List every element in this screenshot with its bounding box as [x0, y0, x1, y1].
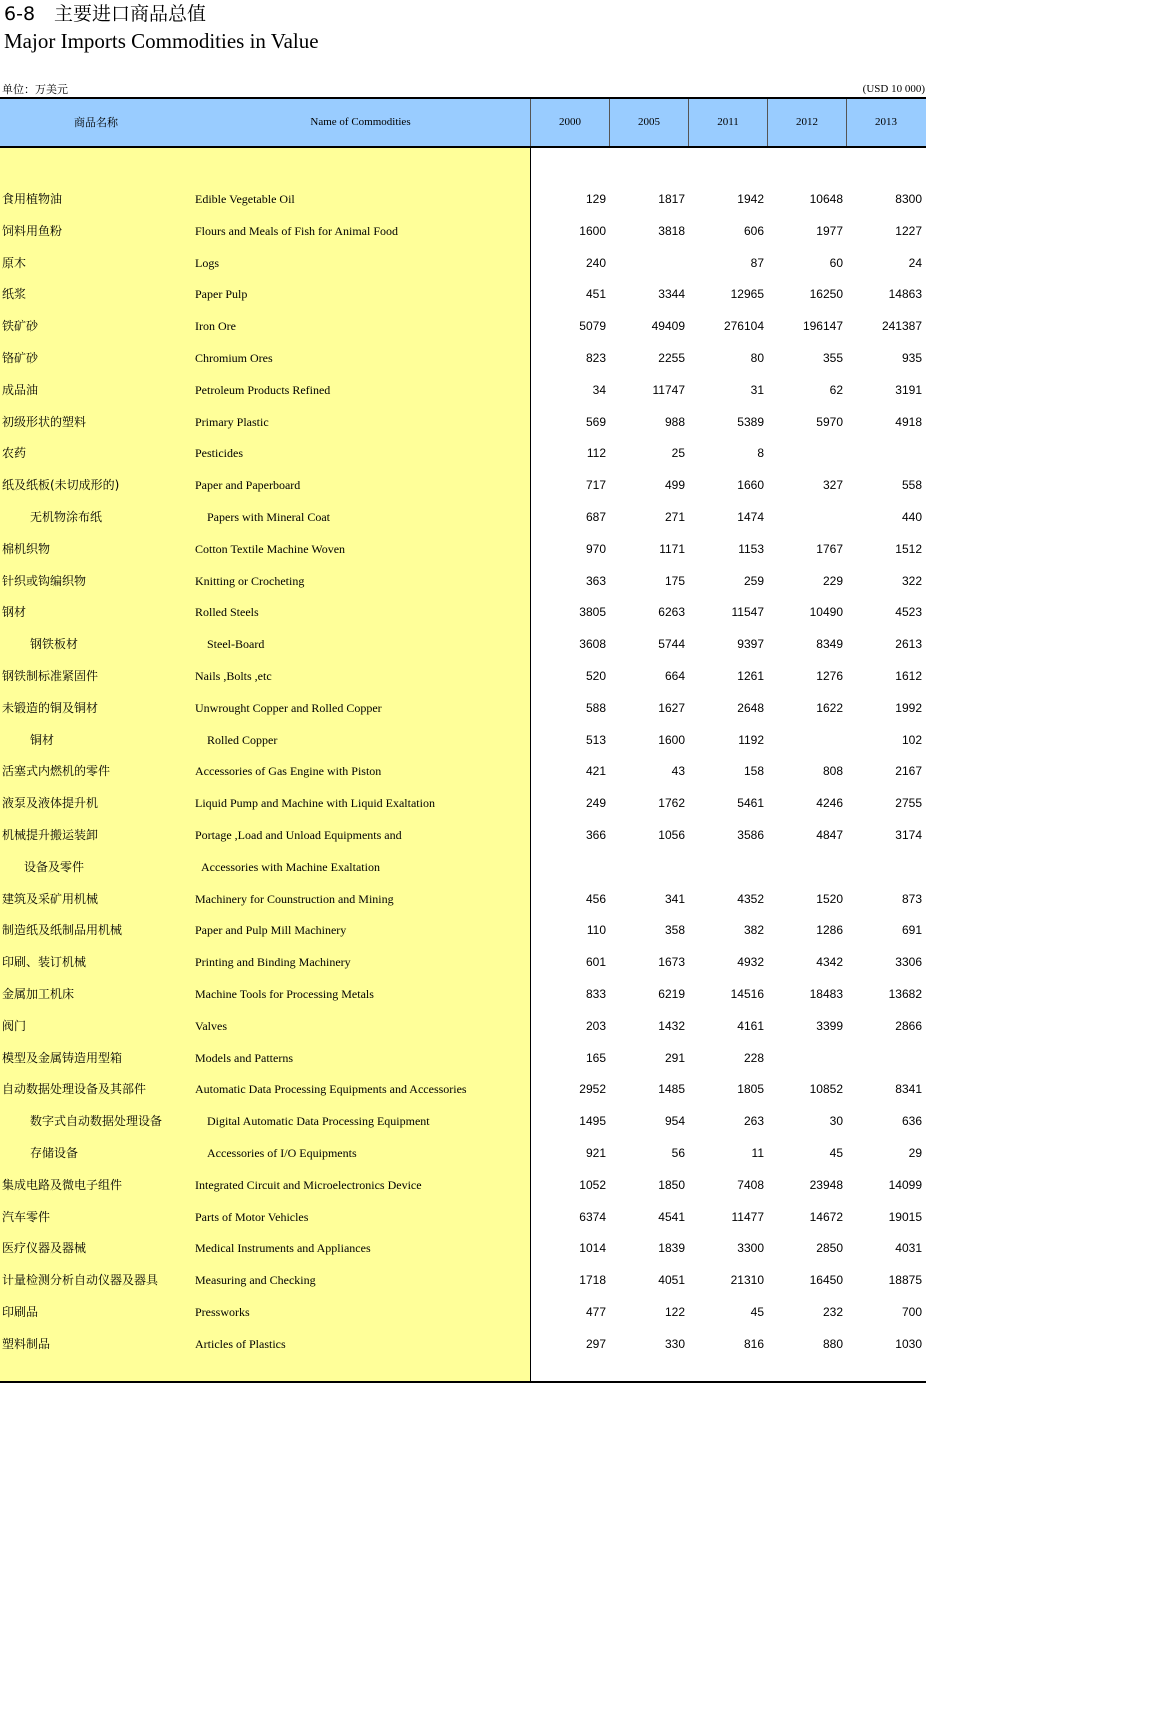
commodity-name-cn: 存储设备: [30, 1146, 79, 1160]
value-2000: 569: [585, 414, 606, 429]
table-row: [0, 914, 926, 946]
value-2012: 1767: [816, 541, 843, 556]
value-2013: 1030: [895, 1336, 922, 1351]
commodity-name-cn: 金属加工机床: [2, 987, 75, 1001]
commodity-name-cn: 棉机织物: [2, 541, 51, 556]
unit-label-cn: 单位：万美元: [2, 83, 68, 96]
header-name-en: Name of Commodities: [310, 116, 411, 128]
value-2005: 2255: [658, 351, 685, 365]
value-2013: 3174: [895, 828, 922, 842]
commodity-name-cn: 未锻造的铜及铜材: [2, 700, 99, 715]
value-2000: 6374: [579, 1209, 606, 1224]
commodity-name-en: Portage ,Load and Unload Equipments and: [195, 828, 402, 842]
value-2013: 14863: [888, 287, 922, 302]
table-row: [0, 1328, 926, 1360]
commodity-name-en: Models and Patterns: [195, 1050, 293, 1065]
commodity-name-en: Pressworks: [195, 1305, 250, 1319]
value-2012: 14672: [809, 1209, 843, 1224]
value-2000: 5079: [579, 319, 606, 334]
value-2013: 29: [908, 1146, 922, 1160]
value-2011: 1660: [737, 478, 764, 493]
value-2013: 322: [901, 573, 922, 588]
value-2005: 1673: [658, 955, 685, 970]
table-row: [0, 1042, 926, 1074]
value-2000: 3805: [579, 605, 606, 620]
commodity-name-en: Machine Tools for Processing Metals: [195, 987, 374, 1001]
commodity-name-en: Printing and Binding Machinery: [195, 955, 351, 970]
table-row: [0, 978, 926, 1010]
value-2011: 4352: [737, 891, 764, 906]
commodity-name-en: Automatic Data Processing Equipments and Accessories: [195, 1082, 467, 1097]
table-row: [0, 1201, 926, 1233]
value-2012: 10852: [809, 1082, 843, 1097]
value-2012: 1520: [816, 891, 843, 906]
table-row: [0, 406, 926, 438]
table-row: [0, 437, 926, 469]
table-row: [0, 851, 926, 883]
value-2011: 1153: [738, 541, 764, 556]
table-row: [0, 628, 926, 660]
value-2011: 14516: [730, 987, 764, 1001]
value-2011: 5461: [737, 796, 764, 811]
value-2011: 7408: [737, 1177, 764, 1192]
value-2012: 355: [822, 351, 843, 365]
value-2012: 1286: [816, 923, 843, 938]
commodity-name-cn: 纸浆: [2, 287, 27, 302]
value-2000: 513: [585, 732, 606, 747]
commodity-name-en: Cotton Textile Machine Woven: [195, 541, 346, 556]
table-row: [0, 724, 926, 756]
value-2005: 1850: [658, 1177, 685, 1192]
value-2000: 363: [585, 573, 606, 588]
value-2012: 229: [822, 573, 843, 588]
value-2000: 2952: [579, 1082, 606, 1097]
commodity-name-en: Machinery for Counstruction and Mining: [195, 891, 394, 906]
commodity-name-cn: 液泵及液体提升机: [2, 796, 99, 811]
table-row: [0, 374, 926, 406]
value-2011: 3300: [737, 1241, 764, 1256]
value-2013: 4918: [895, 414, 922, 429]
value-2012: 4847: [816, 828, 843, 842]
value-2005: 4051: [658, 1273, 685, 1288]
commodity-name-cn: 阀门: [2, 1018, 27, 1033]
value-2000: 520: [585, 669, 606, 683]
commodity-name-en: Paper Pulp: [195, 287, 248, 302]
table-row: [0, 565, 926, 597]
value-2000: 112: [586, 446, 606, 461]
value-2005: 664: [664, 669, 685, 683]
unit-label-en: (USD 10 000): [862, 83, 925, 95]
value-2005: 330: [664, 1336, 685, 1351]
value-2005: 25: [671, 446, 685, 461]
table-row: [0, 533, 926, 565]
commodity-name-en: Accessories with Machine Exaltation: [201, 859, 380, 874]
value-2012: 1622: [816, 700, 843, 715]
header-year-2013: 2013: [875, 116, 897, 128]
commodity-name-en: Integrated Circuit and Microelectronics Device: [195, 1177, 422, 1192]
value-2013: 700: [901, 1305, 922, 1319]
value-2011: 816: [743, 1336, 764, 1351]
value-2000: 34: [592, 382, 606, 397]
value-2005: 5744: [658, 637, 685, 652]
table-row: [0, 183, 926, 215]
table-row: [0, 1264, 926, 1296]
value-2012: 5970: [816, 414, 843, 429]
commodity-name-cn: 制造纸及纸制品用机械: [2, 923, 123, 938]
value-2005: 1627: [658, 700, 685, 715]
value-2013: 691: [901, 923, 922, 938]
value-2011: 31: [750, 382, 764, 397]
commodity-name-en: Accessories of Gas Engine with Piston: [195, 764, 382, 779]
commodity-name-cn: 模型及金属铸造用型箱: [2, 1050, 123, 1065]
value-2005: 1056: [658, 828, 685, 842]
commodity-name-cn: 食用植物油: [2, 192, 63, 206]
value-2011: 3586: [737, 828, 764, 842]
value-2013: 636: [901, 1114, 922, 1129]
value-2011: 382: [743, 923, 764, 938]
value-2011: 80: [750, 351, 764, 365]
commodity-name-en: Knitting or Crocheting: [195, 573, 305, 588]
page-title-en: Major Imports Commodities in Value: [4, 29, 319, 53]
value-2012: 232: [822, 1305, 843, 1319]
commodity-name-cn: 成品油: [2, 382, 39, 397]
table-row: [0, 247, 926, 279]
value-2005: 11747: [652, 382, 685, 397]
value-2005: 1817: [658, 192, 685, 206]
value-2005: 49409: [651, 319, 685, 334]
table-row: [0, 755, 926, 787]
commodity-name-cn: 建筑及采矿用机械: [2, 891, 99, 906]
value-2000: 1014: [579, 1241, 606, 1256]
table-row: [0, 1232, 926, 1264]
value-2000: 970: [585, 541, 606, 556]
commodities-table: [0, 97, 926, 1383]
value-2013: 24: [908, 255, 922, 270]
value-2012: 327: [822, 478, 843, 493]
value-2005: 1485: [658, 1082, 685, 1097]
value-2012: 2850: [816, 1241, 843, 1256]
commodity-name-cn: 数字式自动数据处理设备: [30, 1114, 163, 1129]
value-2005: 1600: [658, 732, 685, 747]
commodity-name-en: Petroleum Products Refined: [195, 382, 331, 397]
value-2012: 16450: [809, 1273, 843, 1288]
commodity-name-en: Chromium Ores: [195, 351, 273, 365]
commodity-name-cn: 印刷、装订机械: [2, 955, 87, 970]
value-2012: 1977: [816, 223, 843, 238]
value-2013: 8300: [895, 192, 922, 206]
value-2013: 102: [901, 732, 922, 747]
value-2000: 421: [585, 764, 606, 779]
value-2013: 4523: [895, 605, 922, 620]
value-2011: 4161: [737, 1018, 764, 1033]
value-2005: 954: [664, 1114, 685, 1129]
table-header: [0, 97, 926, 148]
value-2012: 10490: [809, 605, 843, 620]
commodity-name-en: Unwrought Copper and Rolled Copper: [195, 700, 382, 715]
value-2005: 1171: [659, 541, 685, 556]
commodity-name-cn: 自动数据处理设备及其部件: [2, 1082, 147, 1097]
commodity-name-cn: 计量检测分析自动仪器及器具: [2, 1273, 159, 1288]
value-2012: 196147: [802, 319, 843, 334]
commodity-name-cn: 饲料用鱼粉: [2, 223, 63, 238]
header-year-2000: 2000: [559, 116, 581, 128]
value-2012: 4246: [816, 796, 843, 811]
value-2012: 18483: [809, 987, 843, 1001]
value-2005: 1762: [658, 796, 685, 811]
value-2000: 366: [585, 828, 606, 842]
value-2005: 341: [664, 891, 685, 906]
value-2011: 158: [743, 764, 764, 779]
table-row: [0, 1137, 926, 1169]
value-2012: 45: [829, 1146, 843, 1160]
table-row: [0, 946, 926, 978]
table-row: [0, 596, 926, 628]
value-2000: 477: [585, 1305, 606, 1319]
value-2012: 23948: [809, 1177, 843, 1192]
value-2000: 1495: [579, 1114, 606, 1129]
value-2011: 9397: [737, 637, 764, 652]
value-2011: 11: [751, 1146, 764, 1160]
value-2000: 110: [586, 923, 606, 938]
value-2011: 259: [743, 573, 764, 588]
value-2000: 588: [585, 700, 606, 715]
commodity-name-en: Edible Vegetable Oil: [195, 192, 295, 206]
value-2000: 165: [585, 1050, 606, 1065]
value-2005: 499: [664, 478, 685, 493]
value-2005: 122: [664, 1305, 685, 1319]
commodity-name-cn: 针织或钩编织物: [2, 573, 87, 588]
value-2013: 3191: [895, 382, 922, 397]
table-row: [0, 278, 926, 310]
value-2000: 717: [585, 478, 606, 493]
commodity-name-en: Rolled Copper: [207, 732, 278, 747]
commodity-name-cn: 集成电路及微电子组件: [2, 1177, 123, 1192]
value-2000: 601: [585, 955, 606, 970]
commodity-name-cn: 医疗仪器及器械: [2, 1241, 87, 1256]
commodity-name-en: Rolled Steels: [195, 605, 259, 620]
value-2005: 3344: [658, 287, 685, 302]
value-2000: 833: [585, 987, 606, 1001]
value-2011: 1192: [738, 732, 764, 747]
value-2013: 3306: [895, 955, 922, 970]
commodity-name-en: Primary Plastic: [195, 414, 269, 429]
value-2013: 2167: [895, 764, 922, 779]
value-2000: 456: [585, 891, 606, 906]
value-2012: 62: [829, 382, 843, 397]
value-2012: 880: [822, 1336, 843, 1351]
value-2000: 203: [585, 1018, 606, 1033]
value-2000: 451: [585, 287, 606, 302]
value-2013: 2755: [895, 796, 922, 811]
value-2000: 1600: [579, 223, 606, 238]
value-2011: 11477: [731, 1209, 764, 1224]
value-2013: 19015: [888, 1209, 922, 1224]
value-2000: 240: [585, 255, 606, 270]
value-2005: 3818: [658, 223, 685, 238]
commodity-name-cn: 原木: [2, 255, 27, 270]
value-2000: 1718: [579, 1273, 606, 1288]
value-2012: 8349: [816, 637, 843, 652]
value-2000: 1052: [579, 1177, 606, 1192]
commodity-name-cn: 机械提升搬运装卸: [2, 828, 99, 842]
table-row: [0, 1010, 926, 1042]
table-row: [0, 692, 926, 724]
commodity-name-cn: 塑料制品: [2, 1336, 51, 1351]
header-year-2012: 2012: [796, 116, 818, 128]
value-2011: 5389: [737, 414, 764, 429]
commodity-name-en: Parts of Motor Vehicles: [195, 1209, 309, 1224]
value-2011: 1474: [737, 510, 764, 524]
value-2011: 11547: [731, 605, 764, 620]
value-2000: 687: [585, 510, 606, 524]
commodity-name-cn: 铜材: [30, 732, 55, 747]
value-2011: 87: [750, 255, 764, 270]
value-2011: 2648: [737, 700, 764, 715]
table-bottom-rule: [0, 1381, 926, 1383]
commodity-name-cn: 钢铁制标准紧固件: [2, 669, 99, 683]
value-2013: 1612: [895, 669, 922, 683]
commodity-name-cn: 铁矿砂: [2, 319, 39, 334]
value-2005: 56: [671, 1146, 685, 1160]
value-2013: 4031: [895, 1241, 922, 1256]
value-2012: 1276: [816, 669, 843, 683]
commodity-name-en: Logs: [195, 255, 219, 270]
value-2000: 3608: [579, 637, 606, 652]
table-row: [0, 1169, 926, 1201]
commodity-name-en: Accessories of I/O Equipments: [207, 1146, 357, 1160]
table-row: [0, 501, 926, 533]
commodity-name-cn: 汽车零件: [2, 1209, 51, 1224]
value-2012: 16250: [809, 287, 843, 302]
commodity-name-en: Measuring and Checking: [195, 1273, 316, 1288]
commodity-name-en: Nails ,Bolts ,etc: [195, 669, 272, 683]
commodity-name-en: Steel-Board: [207, 637, 265, 652]
value-2013: 440: [901, 510, 922, 524]
commodity-name-en: Valves: [195, 1018, 227, 1033]
commodity-name-en: Medical Instruments and Appliances: [195, 1241, 371, 1256]
value-2011: 1261: [737, 669, 764, 683]
commodity-name-cn: 初级形状的塑料: [2, 414, 87, 429]
value-2011: 1942: [737, 192, 764, 206]
value-2011: 606: [743, 223, 764, 238]
value-2005: 1839: [658, 1241, 685, 1256]
commodity-name-cn: 钢铁板材: [30, 637, 79, 652]
value-2000: 921: [585, 1146, 606, 1160]
table-row: [0, 310, 926, 342]
value-2000: 129: [585, 192, 606, 206]
table-row: [0, 1073, 926, 1105]
value-2005: 988: [664, 414, 685, 429]
table-row: [0, 787, 926, 819]
value-2011: 1805: [737, 1082, 764, 1097]
value-2005: 358: [664, 923, 685, 938]
commodity-name-cn: 无机物涂布纸: [30, 510, 103, 524]
value-2012: 60: [829, 255, 843, 270]
table-row: [0, 1105, 926, 1137]
value-2012: 30: [829, 1114, 843, 1129]
table-row: [0, 1296, 926, 1328]
commodity-name-en: Paper and Pulp Mill Machinery: [195, 923, 347, 938]
value-2005: 291: [664, 1050, 685, 1065]
value-2011: 12965: [730, 287, 764, 302]
commodity-name-cn: 钢材: [2, 605, 27, 620]
commodity-name-cn: 农药: [2, 446, 27, 461]
value-2011: 4932: [737, 955, 764, 970]
commodity-name-en: Flours and Meals of Fish for Animal Food: [195, 223, 398, 238]
value-2012: 4342: [816, 955, 843, 970]
commodity-name-cn: 印刷品: [2, 1305, 39, 1319]
commodity-name-cn: 纸及纸板(未切成形的): [2, 478, 120, 493]
value-2013: 8341: [895, 1082, 922, 1097]
value-2012: 10648: [809, 192, 843, 206]
commodity-name-en: Digital Automatic Data Processing Equipment: [207, 1114, 430, 1129]
commodity-name-cn: 设备及零件: [24, 859, 85, 874]
value-2013: 14099: [888, 1177, 922, 1192]
value-2005: 175: [664, 573, 685, 588]
commodity-name-en: Pesticides: [195, 446, 243, 461]
header-year-2011: 2011: [717, 116, 739, 128]
value-2013: 2866: [895, 1018, 922, 1033]
value-2013: 1227: [895, 223, 922, 238]
value-2013: 13682: [888, 987, 922, 1001]
value-2012: 3399: [816, 1018, 843, 1033]
table-row: [0, 469, 926, 501]
value-2005: 1432: [658, 1018, 685, 1033]
value-2000: 249: [585, 796, 606, 811]
value-2013: 2613: [895, 637, 922, 652]
value-2011: 8: [757, 446, 764, 461]
value-2011: 276104: [723, 319, 764, 334]
commodity-name-en: Iron Ore: [195, 319, 236, 334]
value-2013: 873: [901, 891, 922, 906]
commodity-name-cn: 活塞式内燃机的零件: [2, 764, 111, 779]
header-name-cn: 商品名称: [74, 116, 118, 129]
value-2011: 228: [743, 1050, 764, 1065]
commodity-name-en: Paper and Paperboard: [195, 478, 301, 493]
value-2013: 1512: [895, 541, 922, 556]
value-2012: 808: [822, 764, 843, 779]
value-2011: 21310: [730, 1273, 764, 1288]
value-2005: 271: [664, 510, 685, 524]
table-row: [0, 215, 926, 247]
value-2005: 6263: [658, 605, 685, 620]
table-row: [0, 819, 926, 851]
value-2013: 935: [901, 351, 922, 365]
value-2013: 241387: [881, 319, 922, 334]
value-2000: 297: [585, 1336, 606, 1351]
commodity-name-en: Papers with Mineral Coat: [207, 510, 330, 524]
commodity-name-en: Liquid Pump and Machine with Liquid Exaltation: [195, 796, 435, 811]
header-year-2005: 2005: [638, 116, 660, 128]
value-2000: 823: [585, 351, 606, 365]
value-2005: 4541: [658, 1209, 685, 1224]
value-2005: 6219: [658, 987, 685, 1001]
page-title-cn: 6-8 主要进口商品总值: [4, 3, 207, 25]
value-2005: 43: [671, 764, 685, 779]
commodity-name-en: Articles of Plastics: [195, 1336, 286, 1351]
value-2013: 1992: [895, 700, 922, 715]
value-2011: 263: [743, 1114, 764, 1129]
value-2013: 18875: [888, 1273, 922, 1288]
table-row: [0, 660, 926, 692]
value-2013: 558: [901, 478, 922, 493]
table-row: [0, 342, 926, 374]
table-row: [0, 883, 926, 915]
commodity-name-cn: 铬矿砂: [2, 351, 39, 365]
value-2011: 45: [750, 1305, 764, 1319]
